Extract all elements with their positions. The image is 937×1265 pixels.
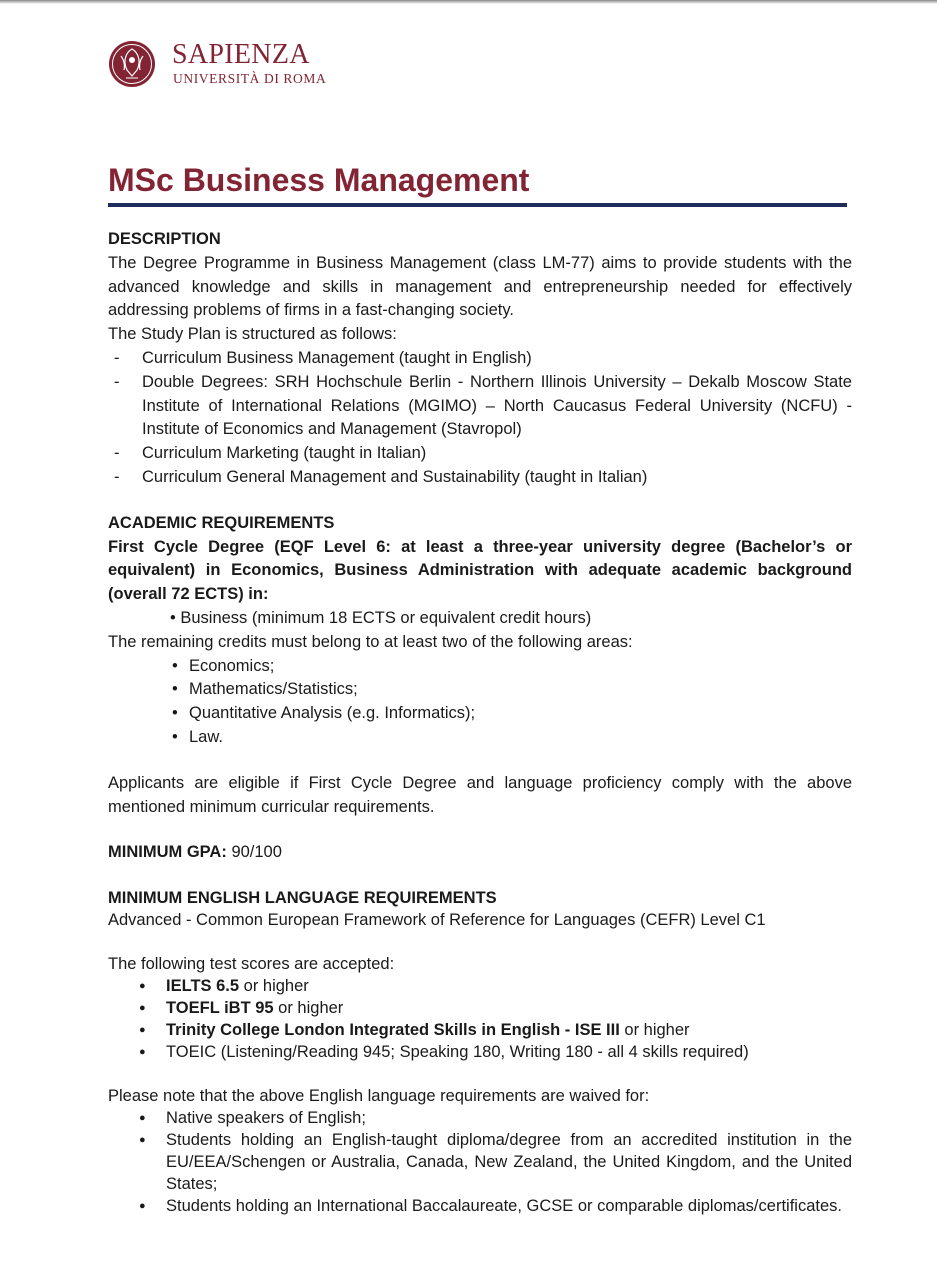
test-condition: or higher — [619, 1021, 690, 1040]
study-plan-list — [108, 347, 852, 490]
test-name: TOEFL iBT 95 — [166, 999, 274, 1018]
list-item: • Quantitative Analysis (e.g. Informatics); — [108, 702, 852, 726]
sapienza-seal-icon — [108, 36, 156, 96]
spacer — [108, 819, 852, 841]
gpa-label: MINIMUM GPA: — [108, 843, 227, 862]
spacer — [108, 865, 852, 887]
brand-name: SAPIENZA — [172, 39, 310, 70]
list-item — [108, 975, 852, 997]
test-name: Trinity College London Integrated Skills in English - ISE III — [166, 1021, 620, 1040]
spacer — [108, 750, 852, 772]
tests-list — [108, 975, 852, 1063]
document-body — [108, 228, 852, 1217]
spacer — [108, 1063, 852, 1085]
spacer — [108, 931, 852, 953]
academic-degree-requirement: First Cycle Degree (EQF Level 6: at least a three-year university degree (Bachelor’s or equivalent) in Economics, Business Administration with adequate academic background (overall 72 ECTS) in: — [108, 537, 852, 604]
description-intro: The Degree Programme in Business Management (class LM-77) aims to provide students with the advanced knowledge and skills in management and entrepreneurship needed for effectively addressing problems of firms in a fast-changing society. — [108, 253, 852, 320]
list-item: ● Native speakers of English; — [108, 1107, 852, 1129]
list-item — [108, 1041, 852, 1063]
list-item: • Mathematics/Statistics; — [108, 678, 852, 702]
english-heading: MINIMUM ENGLISH LANGUAGE REQUIREMENTS — [108, 889, 497, 908]
tests-intro: The following test scores are accepted: — [108, 955, 395, 974]
list-item: ● Students holding an English-taught diploma/degree from an accredited institution in the EU/EEA/Schengen or Australia, Canada, New Zealand, the United Kingdom, and the United States; — [108, 1129, 852, 1195]
eligibility-text: Applicants are eligible if First Cycle Degree and language proficiency comply with the above mentioned minimum curricular requirements. — [108, 773, 852, 816]
business-requirement: • Business (minimum 18 ECTS or equivalent credit hours) — [170, 608, 592, 627]
title-rule — [108, 203, 847, 207]
gpa-value: 90/100 — [231, 843, 282, 862]
list-item: - Double Degrees: SRH Hochschule Berlin - Northern Illinois University – Dekalb Moscow State Institute of International Relations (MGIMO) – North Caucasus Federal University (NCFU) - Institute of Economics and Management (Stavropol) — [108, 371, 852, 442]
waiver-list — [108, 1107, 852, 1217]
spacer — [108, 490, 852, 512]
list-item: - Curriculum General Management and Sustainability (taught in Italian) — [108, 466, 852, 490]
test-condition: or higher — [273, 999, 344, 1018]
list-item: • Economics; — [108, 655, 852, 679]
waiver-intro: Please note that the above English language requirements are waived for: — [108, 1087, 650, 1106]
list-item: - Curriculum Marketing (taught in Italian) — [108, 442, 852, 466]
list-item: - Curriculum Business Management (taught in English) — [108, 347, 852, 371]
test-name: IELTS 6.5 — [166, 977, 240, 996]
academic-heading: ACADEMIC REQUIREMENTS — [108, 513, 335, 532]
areas-list — [108, 655, 852, 750]
page-top-edge — [0, 0, 937, 4]
study-plan-intro: The Study Plan is structured as follows: — [108, 325, 397, 344]
test-condition: or higher — [239, 977, 309, 996]
list-item: • Law. — [108, 726, 852, 750]
list-item — [108, 997, 852, 1019]
english-level: Advanced - Common European Framework of Reference for Languages (CEFR) Level C1 — [108, 911, 766, 930]
list-item — [108, 1019, 852, 1041]
brand-subtitle: UNIVERSITÀ DI ROMA — [173, 71, 327, 86]
list-item: ● Students holding an International Baccalaureate, GCSE or comparable diplomas/certificates. — [108, 1195, 852, 1217]
page-title: MSc Business Management — [108, 162, 530, 198]
description-heading: DESCRIPTION — [108, 230, 221, 248]
remaining-credits: The remaining credits must belong to at least two of the following areas: — [108, 632, 633, 651]
test-condition: TOEIC (Listening/Reading 945; Speaking 180, Writing 180 - all 4 skills required) — [166, 1043, 749, 1062]
gpa-line — [108, 841, 852, 865]
